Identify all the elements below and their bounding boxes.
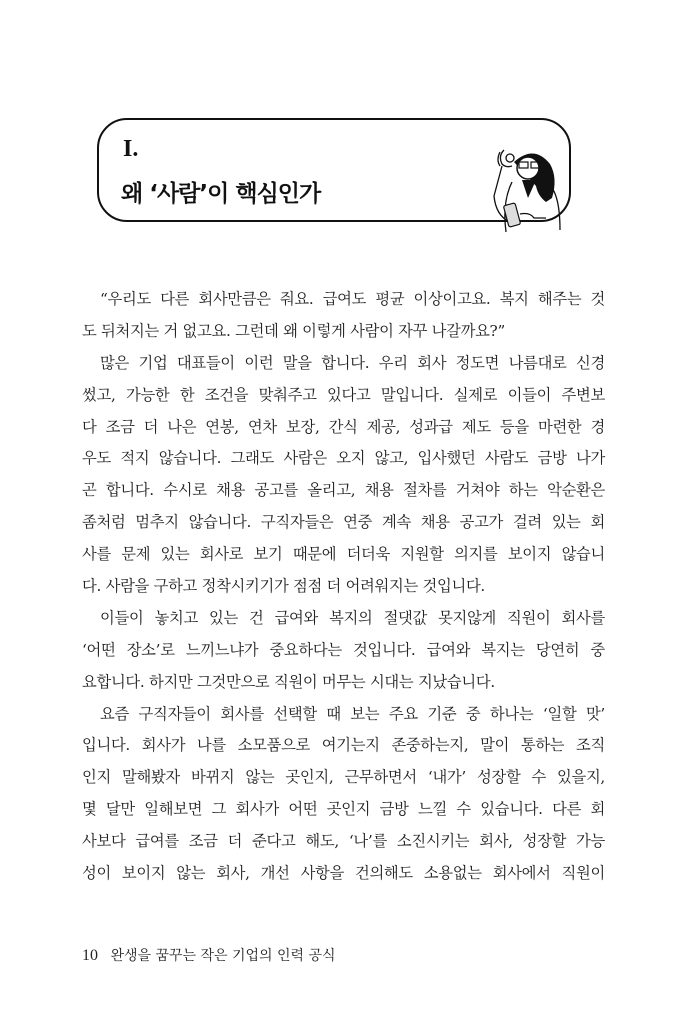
text-line: 이들이 놓치고 있는 건 급여와 복지의 절댓값 못지않게 직원이 회사를 [100,608,605,627]
body-text [82,284,605,890]
text-line: “우리도 다른 회사만큼은 줘요. 급여도 평균 이상이고요. 복지 해주는 것 [100,290,605,308]
text-line: 도 뒤처지는 거 없고요. 그런데 왜 이렇게 사람이 자꾸 나갈까요?” [82,321,505,340]
text-line: 인지 말해봤자 바뀌지 않는 곳인지, 근무하면서 ‘내가’ 성장할 수 있을지, [82,768,605,787]
text-line: 곤 합니다. 수시로 채용 공고를 올리고, 채용 절차를 거쳐야 하는 악순환은 [82,481,606,500]
text-line: 사를 문제 있는 회사로 보기 때문에 더더욱 지원할 의지를 보이지 않습니 [82,545,606,564]
text-line: 요합니다. 하지만 그것만으로 직원이 머무는 시대는 지났습니다. [82,672,495,691]
text-line: 다 조금 더 나은 연봉, 연차 보장, 간식 제공, 성과급 제도 등을 마련한 경 [82,417,605,436]
text-line: 요즘 구직자들이 회사를 선택할 때 보는 주요 기준 중 하나는 ‘일할 맛’ [100,704,605,723]
chapter-title: 왜 ‘사람’이 핵심인가 [121,181,321,207]
text-line: 성이 보이지 않는 회사, 개선 사항을 건의해도 소용없는 회사에서 직원이 [82,864,605,883]
text-line: 썼고, 가능한 한 조건을 맞춰주고 있다고 말입니다. 실제로 이들이 주변보 [82,385,605,404]
text-line: 몇 달만 일해보면 그 회사가 어떤 곳인지 금방 느낄 수 있습니다. 다른 회 [82,800,605,819]
chapter-header-box [97,118,571,222]
text-line: 많은 기업 대표들이 이런 말을 합니다. 우리 회사 정도면 나름대로 신경 [100,353,605,372]
woman-with-glasses-illustration [484,142,564,234]
page-number: 10 [82,947,98,964]
text-line: 사보다 급여를 조금 더 준다고 해도, ‘나’를 소진시키는 회사, 성장할 가능 [82,832,605,851]
book-title: 완생을 꿈꾸는 작은 기업의 인력 공식 [110,948,336,964]
page-footer [82,945,336,965]
text-line: ‘어떤 장소’로 느끼느냐가 중요하다는 것입니다. 급여와 복지는 당연히 중 [82,640,605,659]
text-line: 우도 적지 않습니다. 그래도 사람은 오지 않고, 입사했던 사람도 금방 나가 [82,449,605,468]
text-line: 다. 사람을 구하고 정착시키기가 점점 더 어려워지는 것입니다. [82,577,485,596]
text-line: 입니다. 회사가 나를 소모품으로 여기는지 존중하는지, 말이 통하는 조직 [82,736,605,755]
chapter-number: I. [123,136,139,162]
text-line: 좀처럼 멈추지 않습니다. 구직자들은 연중 계속 채용 공고가 걸려 있는 회 [82,513,605,532]
